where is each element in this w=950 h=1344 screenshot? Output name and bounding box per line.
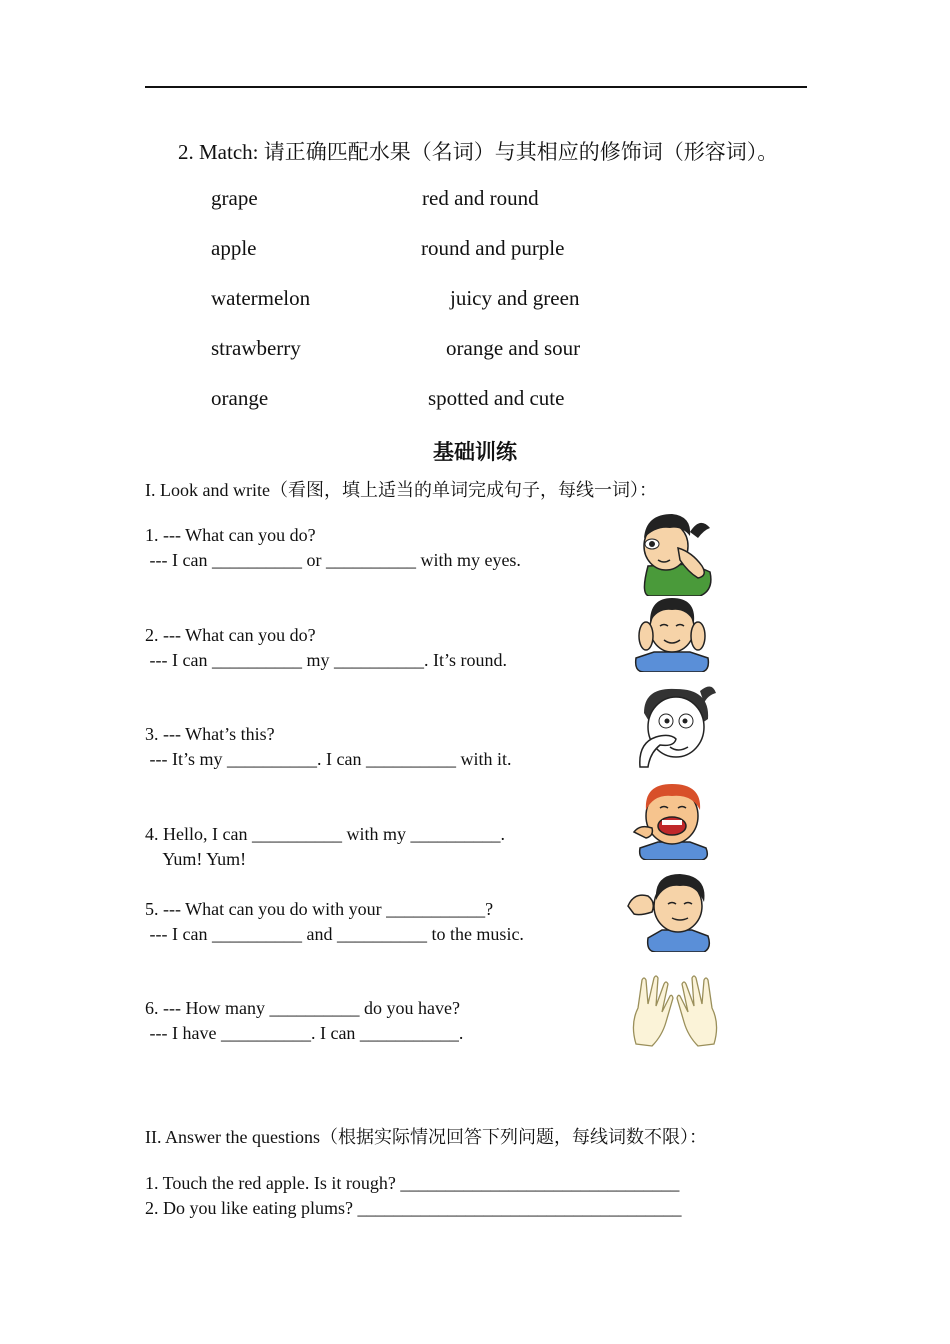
adj-orange-and-sour: orange and sour: [446, 336, 581, 360]
q5-line1: 5. --- What can you do with your ___________?: [145, 899, 494, 919]
q3-line2: --- It’s my __________. I can __________ with it.: [145, 749, 512, 769]
adj-juicy-and-green: juicy and green: [450, 286, 580, 310]
part2-instruction: II. Answer the questions（根据实际情况回答下列问题，每线词数不限）：: [145, 1127, 707, 1147]
q2-line1: 2. --- What can you do?: [145, 625, 316, 645]
boy-listening-illustration: [626, 872, 716, 952]
fruit-grape: grape: [211, 186, 258, 210]
part2-q1: 1. Touch the red apple. Is it rough? _______________________________: [145, 1173, 680, 1193]
fruit-watermelon: watermelon: [211, 286, 311, 310]
q6-line1: 6. --- How many __________ do you have?: [145, 998, 460, 1018]
q4-line1: 4. Hello, I can __________ with my __________.: [145, 824, 505, 844]
adj-red-and-round: red and round: [422, 186, 539, 210]
q6-line2: --- I have __________. I can ___________.: [145, 1023, 464, 1043]
q1-line2: --- I can __________ or __________ with my eyes.: [145, 550, 521, 570]
fruit-apple: apple: [211, 236, 257, 260]
match-title: 2. Match: 请正确匹配水果（名词）与其相应的修饰词（形容词）。: [178, 140, 779, 164]
q3-line1: 3. --- What’s this?: [145, 724, 275, 744]
header-rule: [145, 86, 807, 88]
boy-looking-eye-illustration: [630, 508, 720, 596]
q1-line1: 1. --- What can you do?: [145, 525, 316, 545]
boy-eating-illustration: [630, 780, 714, 860]
section-title: 基础训练: [433, 440, 517, 464]
q5-line2: --- I can __________ and __________ to the music.: [145, 924, 524, 944]
boy-touching-face-illustration: [630, 596, 714, 672]
hands-illustration: [628, 974, 722, 1054]
q4-line2: Yum! Yum!: [145, 849, 247, 869]
fruit-strawberry: strawberry: [211, 336, 301, 360]
fruit-orange: orange: [211, 386, 269, 410]
part2-q2: 2. Do you like eating plums? ____________________________________: [145, 1198, 682, 1218]
q2-line2: --- I can __________ my __________. It’s round.: [145, 650, 507, 670]
adj-round-and-purple: round and purple: [421, 236, 565, 260]
part1-instruction: I. Look and write（看图，填上适当的单词完成句子，每线一词）：: [145, 480, 657, 500]
adj-spotted-and-cute: spotted and cute: [428, 386, 565, 410]
man-touching-nose-illustration: [630, 683, 720, 769]
